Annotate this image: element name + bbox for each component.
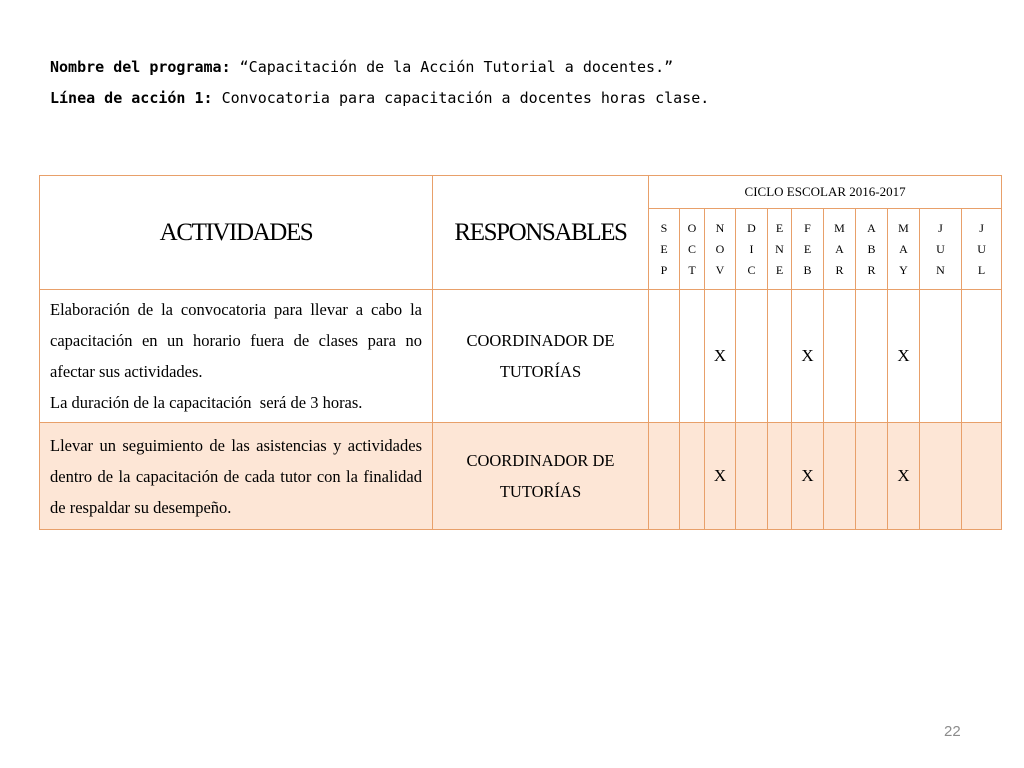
month-header: F E B [792,209,824,290]
month-mark-cell [680,290,705,423]
month-header: S E P [649,209,680,290]
program-name-value: “Capacitación de la Acción Tutorial a docentes.” [230,58,674,76]
responsables-header: RESPONSABLES [433,176,649,290]
activity-text: Llevar un seguimiento de las asistencias y actividades dentro de la capacitación de cada tutor con la finalidad de respaldar su desempeño. [50,435,422,517]
month-mark-cell [856,290,888,423]
month-mark-cell [824,423,856,530]
responsable-cell: COORDINADOR DE TUTORÍAS [433,290,649,423]
month-header: E N E [768,209,792,290]
table-row [40,423,1002,530]
table-row [40,290,1002,423]
month-header: J U N [920,209,962,290]
month-mark-cell [962,290,1002,423]
actividades-header: ACTIVIDADES [40,176,433,290]
page-number: 22 [944,723,961,740]
month-mark-cell [680,423,705,530]
schedule-table [39,175,1002,530]
month-mark-cell [920,423,962,530]
month-mark-cell [856,423,888,530]
activity-cell [40,290,433,423]
month-mark-cell: X [705,423,736,530]
program-name-label: Nombre del programa: [50,58,231,76]
month-mark-cell [962,423,1002,530]
month-mark-cell: X [705,290,736,423]
month-mark-cell: X [888,290,920,423]
month-mark-cell [824,290,856,423]
activity-cell [40,423,433,530]
month-mark-cell [736,423,768,530]
month-header: J U L [962,209,1002,290]
ciclo-escolar-header: CICLO ESCOLAR 2016-2017 [649,176,1002,209]
month-header: M A R [824,209,856,290]
month-mark-cell [649,290,680,423]
action-line-label: Línea de acción 1: [50,89,213,107]
month-mark-cell [768,423,792,530]
month-mark-cell [768,290,792,423]
month-mark-cell [736,290,768,423]
month-mark-cell: X [792,423,824,530]
responsable-cell: COORDINADOR DE TUTORÍAS [433,423,649,530]
action-line-value: Convocatoria para capacitación a docentes horas clase. [212,89,710,107]
month-header: D I C [736,209,768,290]
month-header: M A Y [888,209,920,290]
month-header: O C T [680,209,705,290]
program-name-line [50,52,709,83]
month-header: N O V [705,209,736,290]
activity-text: Elaboración de la convocatoria para llevar a cabo la capacitación en un horario fuera de clases para no afectar sus actividades. [50,300,422,381]
month-header: A B R [856,209,888,290]
program-header [50,52,709,114]
month-mark-cell: X [888,423,920,530]
month-mark-cell [649,423,680,530]
action-line [50,83,709,114]
month-mark-cell [920,290,962,423]
activity-note: La duración de la capacitación será de 3 horas. [50,393,363,412]
month-mark-cell: X [792,290,824,423]
